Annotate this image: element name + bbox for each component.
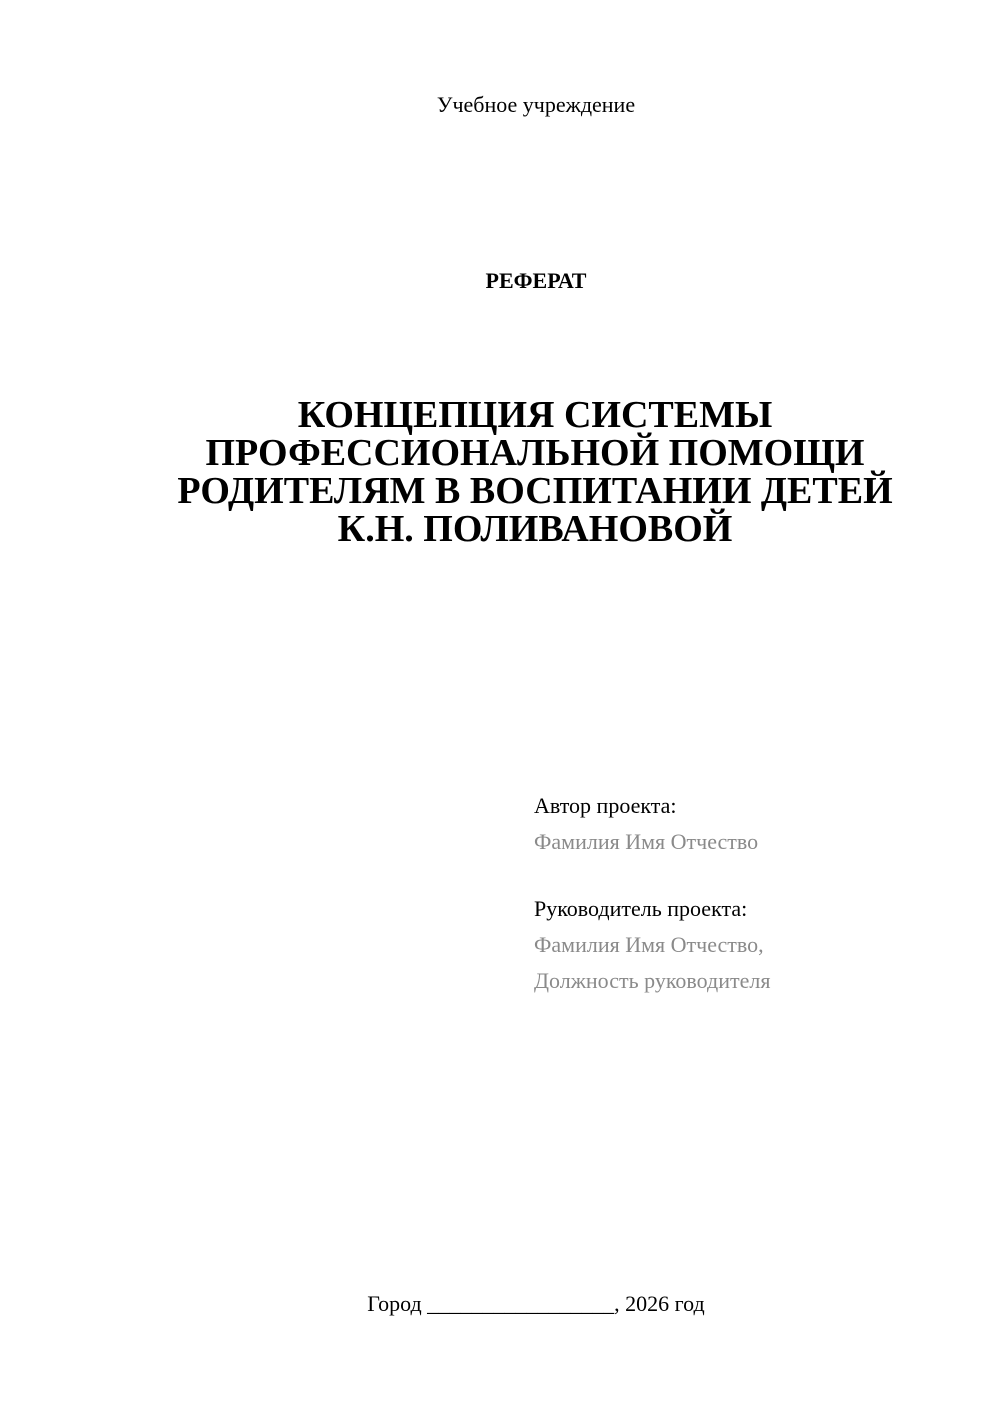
institution-name: Учебное учреждение	[436, 92, 636, 117]
supervisor-label: Руководитель проекта:	[534, 896, 748, 921]
title-line-1: КОНЦЕПЦИЯ СИСТЕМЫ	[297, 394, 773, 436]
title-line-3: РОДИТЕЛЯМ В ВОСПИТАНИИ ДЕТЕЙ	[177, 470, 893, 512]
city-year-line: Город _________________, 2026 год	[367, 1291, 705, 1316]
title-line-2: ПРОФЕССИОНАЛЬНОЙ ПОМОЩИ	[205, 432, 865, 474]
author-name: Фамилия Имя Отчество	[534, 829, 759, 854]
title-line-4: К.Н. ПОЛИВАНОВОЙ	[337, 508, 733, 550]
supervisor-position: Должность руководителя	[534, 968, 771, 993]
info-spacer	[534, 860, 974, 891]
supervisor-name: Фамилия Имя Отчество,	[534, 932, 764, 957]
project-info	[534, 788, 974, 999]
author-label: Автор проекта:	[534, 793, 677, 818]
document-type: РЕФЕРАТ	[485, 268, 587, 293]
document-title	[140, 396, 930, 548]
